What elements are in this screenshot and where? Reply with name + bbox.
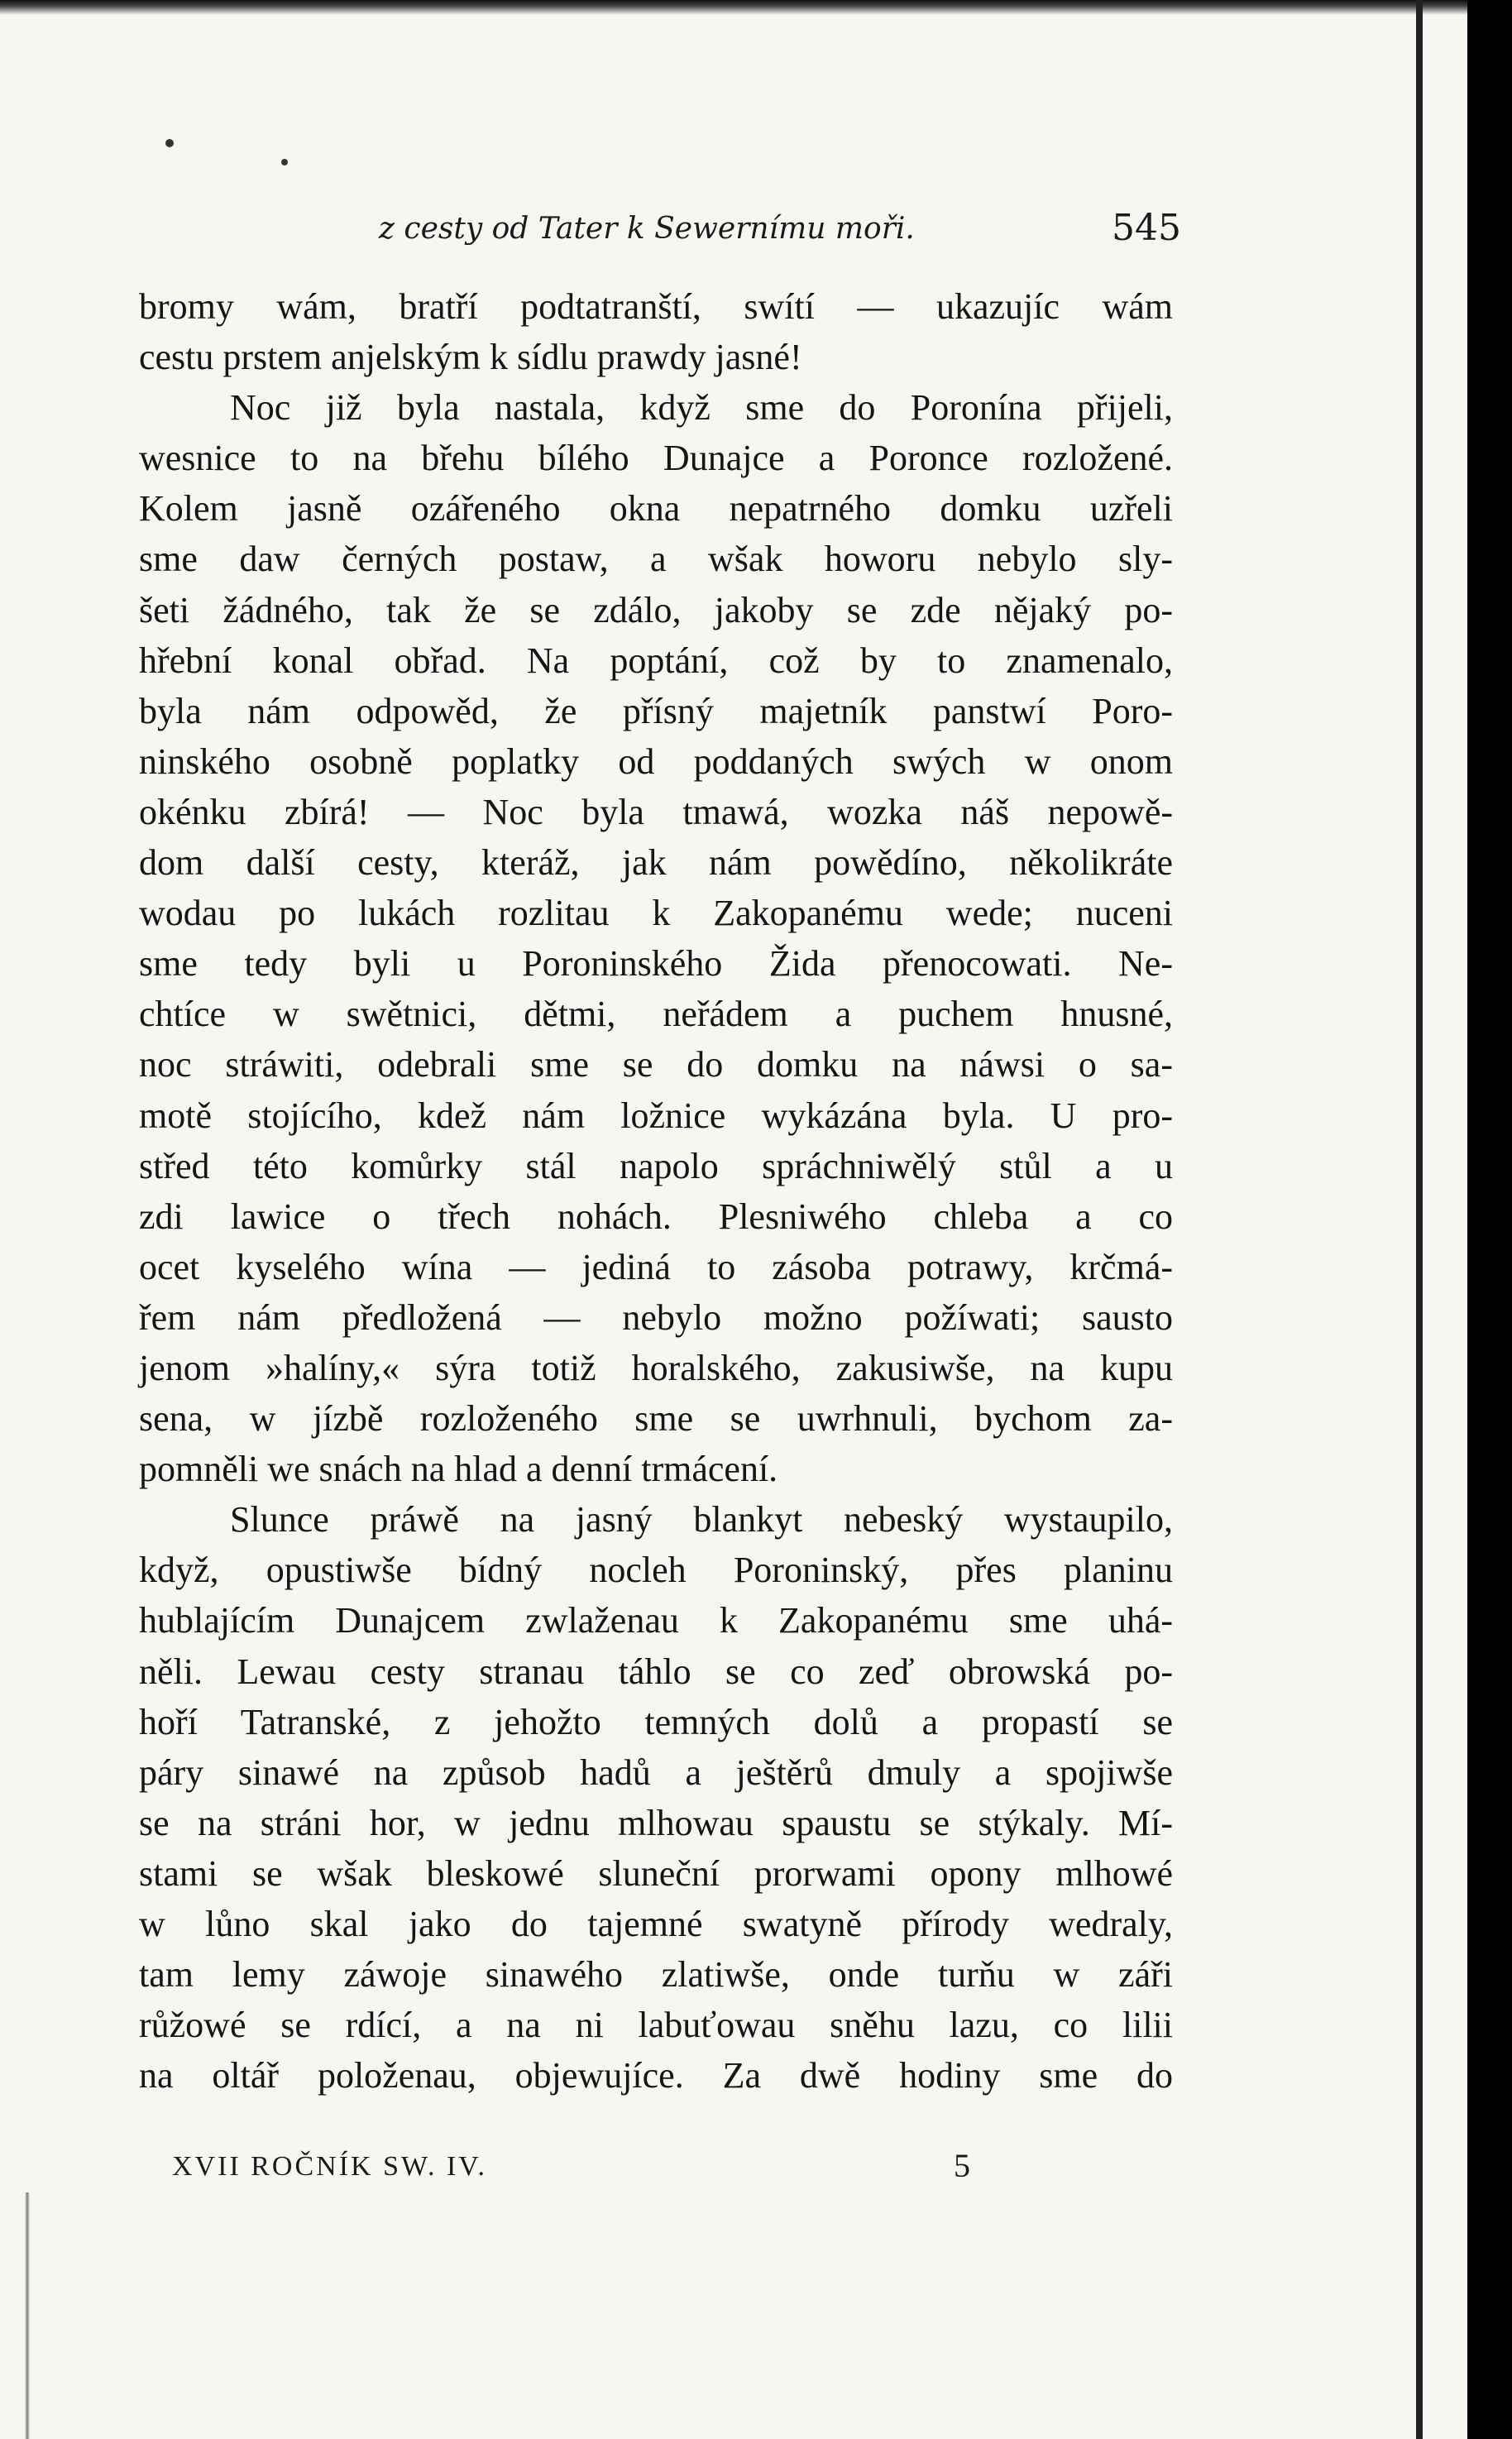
text-line: růžowé se rdící, a na ni labuťowau sněhu lazu, co lilii <box>139 2005 1173 2046</box>
text-line: řem nám předložená — nebylo možno požíwati; sausto <box>139 1296 1173 1338</box>
text-line: sme daw černých postaw, a wšak howoru nebylo sly- <box>139 539 1173 580</box>
text-line: hřební konal obřad. Na poptání, což by to znamenalo, <box>139 640 1173 681</box>
text-line: Noc již byla nastala, když sme do Poronína přijeli, <box>230 387 1173 429</box>
body-text <box>139 281 1173 2101</box>
text-line: hublajícím Dunajcem zwlaženau k Zakopanému sme uhá- <box>139 1600 1173 1641</box>
text-line: tam lemy záwoje sinawého zlatiwše, onde turňu w záři <box>139 1954 1173 1996</box>
text-line: ocet kyselého wína — jediná to zásoba potrawy, krčmá- <box>139 1246 1173 1287</box>
text-line: šeti žádného, tak že se zdálo, jakoby se zde nějaký po- <box>139 589 1173 630</box>
text-line: wesnice to na břehu bílého Dunajce a Poronce rozložené. <box>139 438 1173 479</box>
text-line: ninského osobně poplatky od poddaných swých w onom <box>139 740 1173 782</box>
scan-speck <box>281 159 288 165</box>
scan-speck <box>165 139 174 147</box>
text-line: motě stojícího, kdež nám ložnice wykázána byla. U pro- <box>139 1095 1173 1136</box>
text-line: když, opustiwše bídný nocleh Poroninský, přes planinu <box>139 1550 1173 1591</box>
text-line: Slunce práwě na jasný blankyt nebeský wystaupilo, <box>230 1499 1173 1541</box>
text-line: w lůno skal jako do tajemné swatyně přírody wedraly, <box>139 1904 1173 1944</box>
text-line: bromy wám, bratří podtatranští, swítí — ukazujíc wám <box>139 286 1173 327</box>
scan-right-edge <box>1416 0 1423 2439</box>
text-line: dom další cesty, kteráž, jak nám powědíno, několikráte <box>139 842 1173 884</box>
text-line: byla nám odpowěd, že přísný majetník panstwí Poro- <box>139 690 1173 731</box>
text-line: páry sinawé na způsob hadů a ještěrů dmuly a spojiwše <box>139 1751 1173 1793</box>
text-line: okénku zbírá! — Noc byla tmawá, wozka náš nepowě- <box>139 791 1173 832</box>
text-line: sme tedy byli u Poroninského Žida přenocowati. Ne- <box>139 943 1173 985</box>
sheet-number: 5 <box>954 2147 970 2184</box>
text-line: sena, w jízbě rozloženého sme se uwrhnuli, bychom za- <box>139 1398 1173 1440</box>
page-header <box>139 207 1181 256</box>
text-line: hoří Tatranské, z jehožto temných dolů a propastí se <box>139 1701 1173 1742</box>
text-line: wodau po lukách rozlitau k Zakopanému wede; nuceni <box>139 893 1173 934</box>
text-line: se na stráni hor, w jednu mlhowau spaustu se stýkaly. Mí- <box>139 1802 1173 1843</box>
scan-fold-mark <box>25 2192 30 2439</box>
page-number: 545 <box>1112 207 1181 249</box>
text-line: zdi lawice o třech nohách. Plesniwého chleba a co <box>139 1196 1173 1237</box>
text-line: noc stráwiti, odebrali sme se do domku na náwsi o sa- <box>139 1044 1173 1085</box>
text-line: jenom »halíny,« sýra totiž horalského, zakusiwše, na kupu <box>139 1347 1173 1388</box>
text-line: něli. Lewau cesty stranau táhlo se co zeď obrowská po- <box>139 1651 1173 1692</box>
text-line: cestu prstem anjelským k sídlu prawdy jasné! <box>139 337 802 378</box>
running-title: z cesty od Tater k Sewernímu moři. <box>379 212 915 246</box>
text-line: Kolem jasně ozářeného okna nepatrného domku uzřeli <box>139 488 1173 529</box>
text-line: na oltář položenau, objewujíce. Za dwě hodiny sme do <box>139 2055 1173 2096</box>
page-footer <box>172 2146 1032 2192</box>
text-line: stami se wšak bleskowé sluneční prorwami opony mlhowé <box>139 1852 1173 1894</box>
scan-top-edge <box>0 0 1467 15</box>
text-line: pomněli we snách na hlad a denní trmácení. <box>139 1449 778 1490</box>
signature-mark: XVII ROČNÍK SW. IV. <box>172 2151 487 2182</box>
text-line: střed této komůrky stál napolo spráchniwělý stůl a u <box>139 1145 1173 1186</box>
text-line: chtíce w swětnici, dětmi, neřádem a puchem hnusné, <box>139 994 1173 1035</box>
